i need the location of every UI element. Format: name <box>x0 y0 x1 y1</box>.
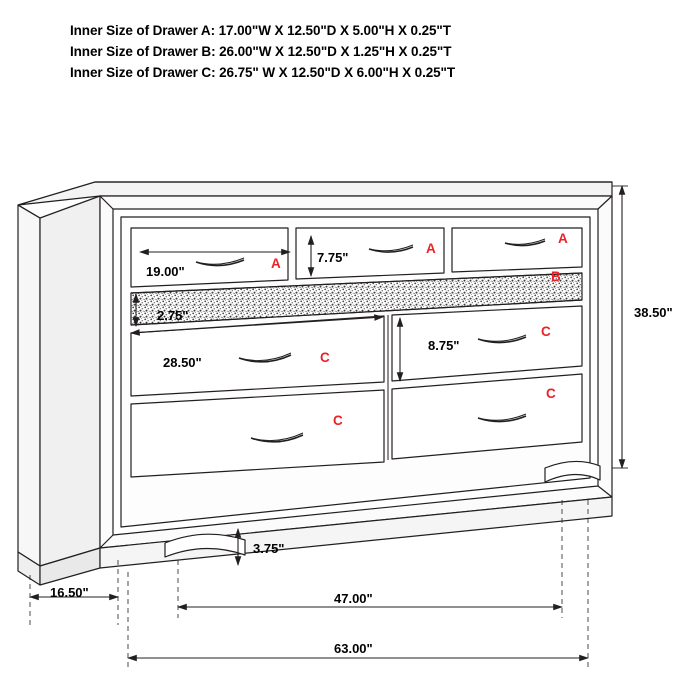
dimension-label-38-50: 38.50" <box>634 305 673 320</box>
dimension-label-19: 19.00" <box>146 264 185 279</box>
spec-line-b: Inner Size of Drawer B: 26.00"W X 12.50"D X 1.25"H X 0.25"T <box>70 44 452 59</box>
drawer-tag-c-4: C <box>333 413 343 428</box>
spec-line-a: Inner Size of Drawer A: 17.00"W X 12.50"D X 5.00"H X 0.25"T <box>70 23 451 38</box>
drawer-tag-a-3: A <box>558 231 568 246</box>
dimension-label-7-75: 7.75" <box>317 250 349 265</box>
drawer-tag-b-1: B <box>551 269 561 284</box>
drawer-tag-a-2: A <box>426 241 436 256</box>
dimension-label-47: 47.00" <box>334 591 373 606</box>
dimension-label-8-75: 8.75" <box>428 338 460 353</box>
drawer-tag-c-3: C <box>546 386 556 401</box>
drawer-tag-c-2: C <box>320 350 330 365</box>
drawer-tag-a-1: A <box>271 256 281 271</box>
spec-line-c: Inner Size of Drawer C: 26.75" W X 12.50"D X 6.00"H X 0.25"T <box>70 65 456 80</box>
dimension-label-28-50: 28.50" <box>163 355 202 370</box>
dimension-label-3-75: 3.75" <box>253 541 285 556</box>
dimension-label-63: 63.00" <box>334 641 373 656</box>
dimension-label-16-50: 16.50" <box>50 585 89 600</box>
drawer-tag-c-1: C <box>541 324 551 339</box>
dimension-label-2-75: 2.75" <box>157 308 189 323</box>
